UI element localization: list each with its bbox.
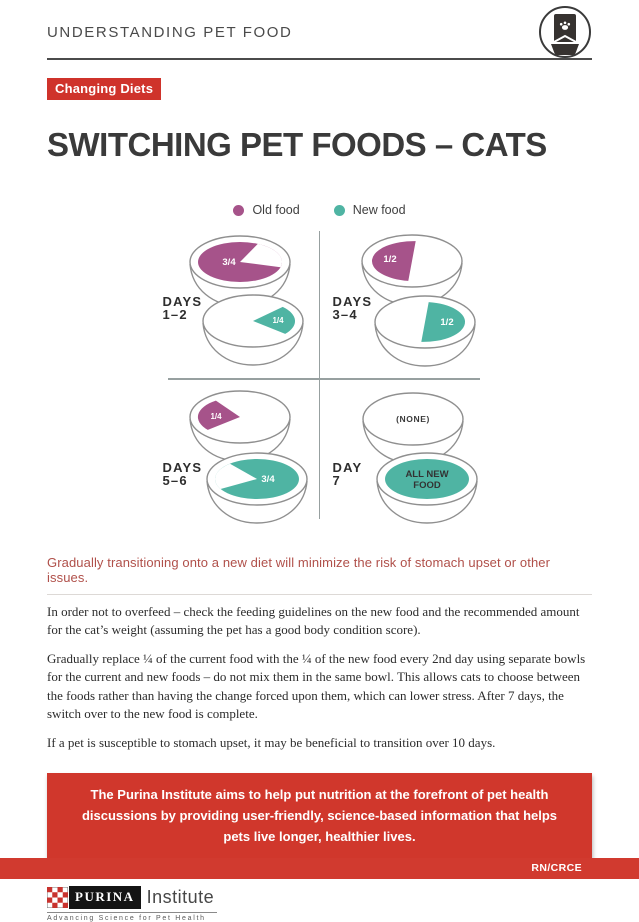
- svg-text:1/4: 1/4: [209, 412, 222, 421]
- svg-text:1/2: 1/2: [382, 254, 397, 265]
- highlight-divider: [47, 594, 592, 595]
- legend-item-old-food: [233, 203, 299, 217]
- logo-divider: [47, 912, 217, 913]
- page-title: SWITCHING PET FOODS – CATS: [47, 126, 547, 163]
- paragraph-overfeed: In order not to overfeed – check the feeding guidelines on the new food and the recommended amount for the cat’s weight (assuming the pet has a good body condition score).: [47, 604, 580, 638]
- legend-item-new-food: [334, 203, 406, 217]
- day-label-7: DAY 7: [332, 460, 363, 488]
- new-food-dot: [334, 205, 345, 216]
- day-label-1-2: DAYS 1–2: [162, 294, 203, 322]
- section-badge: Changing Diets: [47, 78, 161, 100]
- footer-code: RN/CRCE: [531, 862, 582, 874]
- header-title: UNDERSTANDING PET FOOD: [47, 23, 293, 41]
- paragraph-replace-method: Gradually replace ¼ of the current food with the ¼ of the new food every 2nd day using separate bowls for the current and new foods – do not mix them in the same bowl. This allows cats to choose between the foods rather than having the change forced upon them, which can lower stress. After 7 days, the switch over to the new food is complete.: [47, 650, 586, 722]
- svg-text:FOOD: FOOD: [412, 480, 441, 491]
- header: [47, 0, 592, 56]
- header-divider: [47, 58, 592, 60]
- pet-food-bag-bowl-icon: [538, 5, 592, 59]
- footer-bar: [0, 858, 639, 879]
- svg-text:1/4: 1/4: [271, 316, 284, 325]
- day-label-3-4: DAYS 3–4: [332, 294, 373, 322]
- purina-checkerboard-icon: [47, 887, 68, 908]
- old-food-dot: [233, 205, 244, 216]
- svg-text:3/4: 3/4: [221, 257, 236, 268]
- svg-text:1/2: 1/2: [439, 317, 454, 328]
- day-label-5-6: DAYS 5–6: [162, 460, 203, 488]
- quadrant-vertical-divider: [319, 231, 321, 519]
- legend-new-label: New food: [352, 203, 406, 217]
- highlight-sentence: Gradually transitioning onto a new diet will minimize the risk of stomach upset or other issues.: [47, 555, 551, 585]
- purina-institute-logo: [47, 886, 217, 922]
- quadrant-horizontal-divider: [168, 378, 480, 380]
- logo-tagline: Advancing Science for Pet Health: [47, 914, 206, 922]
- legend-old-label: Old food: [252, 203, 300, 217]
- institute-wordmark: Institute: [146, 886, 215, 907]
- body-copy: [47, 603, 592, 752]
- paragraph-sensitive-stomach: If a pet is susceptible to stomach upset, it may be beneficial to transition over 10 days.: [47, 734, 496, 750]
- svg-text:(NONE): (NONE): [395, 414, 430, 424]
- bowl-new-food-days-5-6: [202, 451, 312, 531]
- bowl-new-food-days-1-2: [198, 293, 308, 373]
- transition-diagram: [155, 229, 485, 541]
- svg-text:ALL NEW: ALL NEW: [404, 469, 449, 480]
- purina-wordmark: PURINA: [69, 886, 141, 909]
- bowl-new-food-day-7-full: [372, 451, 482, 531]
- legend: [47, 203, 592, 217]
- institute-mission-banner: The Purina Institute aims to help put nutrition at the forefront of pet health discussions by providing user-friendly, science-based information that helps pets live longer, healthier lives.: [47, 773, 592, 859]
- svg-text:3/4: 3/4: [260, 474, 275, 485]
- bowl-new-food-days-3-4: [370, 294, 480, 374]
